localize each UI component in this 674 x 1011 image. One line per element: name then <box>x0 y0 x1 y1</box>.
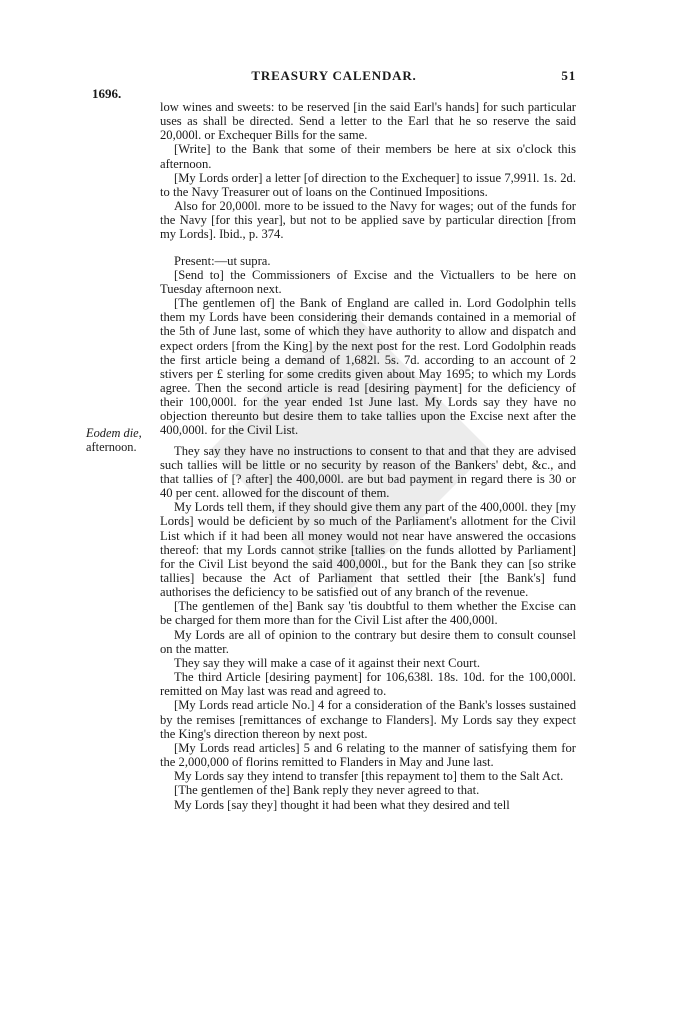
paragraph: [The gentlemen of the] Bank reply they never agreed to that. <box>174 783 480 798</box>
paragraph: [Send to] the Commissioners of Excise and the Victuallers to be here on Tuesday afternoon next. <box>160 267 576 296</box>
year-label: 1696. <box>92 86 122 101</box>
running-header <box>92 68 576 86</box>
page-title: TREASURY CALENDAR. <box>251 68 417 83</box>
body-text <box>160 100 576 812</box>
paragraph: The third Article [desiring payment] for 106,638l. 18s. 10d. for the 100,000l. remitted on May last was read and agreed to. <box>160 670 576 699</box>
paragraph: [The gentlemen of the] Bank say 'tis doubtful to them whether the Excise can be charged for them more than for the Civil List after the 400,000l. <box>160 599 576 628</box>
paragraph: My Lords tell them, if they should give them any part of the 400,000l. they [my Lords] would be deficient by so much of the Parliament's allotment for the Civil List which if it had been all money would not near have answered the occasions thereof: that my Lords cannot strike [tallies on the funds allotted by Parliament] for the Civil List beyond the said 400,000l., but for the Bank they can [so strike tallies] because the Act of Parliament that settled their [the Bank's] fund authorises the deficiency to be satisfied out of any branch of the revenue. <box>160 500 576 600</box>
paragraph: They say they will make a case of it against their next Court. <box>174 655 481 670</box>
paragraph: [The gentlemen of] the Bank of England are called in. Lord Godolphin tells them my Lords have been considering their demands contained in a memorial of the 5th of June last, some of which they have authority to allow and dispatch and expect orders [from the King] by the next post for the rest. Lord Godolphin reads the first article being a demand of 1,682l. 5s. 7d. according to an account of 2 stivers per £ sterling for some credits given about May 1695; to which my Lords agree. Then the second article is read [desiring payment] for the deficiency of their 100,000l. for the year ended 1st June last. My Lords say they have no objection thereunto but desire them to take tallies upon the Excise next after the 400,000l. for the Civil List. <box>160 296 576 438</box>
paragraph-present: Present:—ut supra. <box>174 253 271 268</box>
paragraph: My Lords [say they] thought it had been what they desired and tell <box>174 797 510 812</box>
page-number: 51 <box>561 68 576 83</box>
margin-note <box>86 426 156 454</box>
paragraph: Also for 20,000l. more to be issued to the Navy for wages; out of the funds for the Navy [for this year], but not to be applied save by particular direction [from my Lords]. Ibid., p. 374. <box>160 199 576 242</box>
paragraph: [My Lords read articles] 5 and 6 relating to the manner of satisfying them for the 2,000,000 of florins remitted to Flanders in May and June last. <box>160 740 576 770</box>
paragraph: They say they have no instructions to consent to that and that they are advised such tallies will be little or no security by reason of the Bankers' debt, &c., and that tallies of [? after] the 400,000l. are but bad payment in regard there is 30 or 40 per cent. allowed for the discount of them. <box>160 443 576 501</box>
margin-note-line-1: Eodem die, <box>86 426 142 440</box>
paragraph: My Lords say they intend to transfer [this repayment to] them to the Salt Act. <box>174 769 564 784</box>
paragraph: [Write] to the Bank that some of their members be here at six o'clock this afternoon. <box>160 142 576 171</box>
paragraph: My Lords are all of opinion to the contrary but desire them to consult counsel on the matter. <box>160 627 576 656</box>
margin-note-line-2: afternoon. <box>86 440 137 454</box>
paragraph: [My Lords read article No.] 4 for a consideration of the Bank's losses sustained by the remises [remittances of exchange to Flanders]. My Lords say they expect the King's direction thereon by next post. <box>160 698 576 741</box>
paragraph: [My Lords order] a letter [of direction to the Exchequer] to issue 7,991l. 1s. 2d. to the Navy Treasurer out of loans on the Continued Impositions. <box>160 170 576 199</box>
paragraph: low wines and sweets: to be reserved [in the said Earl's hands] for such particular uses as shall be directed. Send a letter to the Earl that he so reserve the said 20,000l. or Exchequer Bills for the same. <box>160 100 576 143</box>
